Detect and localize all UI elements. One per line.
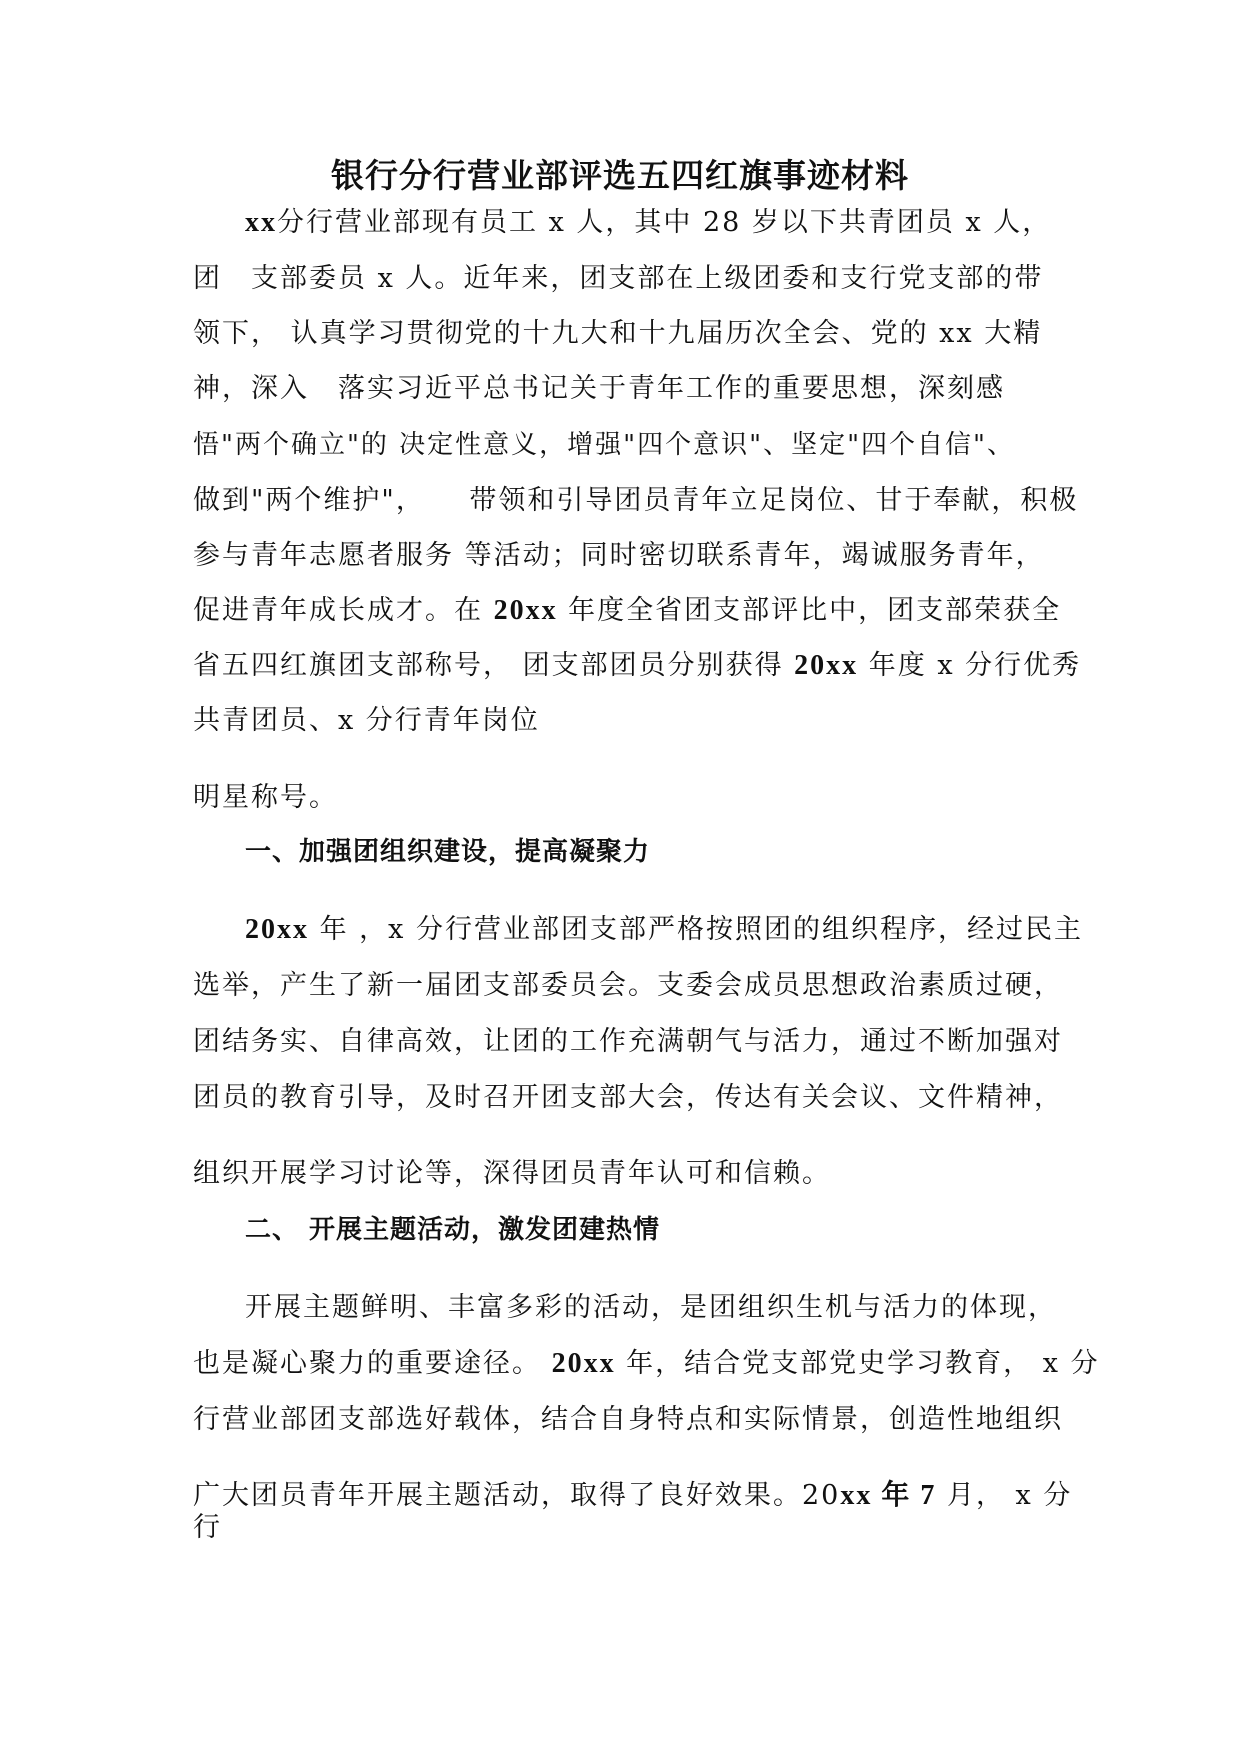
section-1-line-4: 团员的教育引导，及时召开团支部大会，传达有关会议、文件精神， bbox=[193, 1082, 1063, 1113]
section-1-line-2: 选举，产生了新一届团支部委员会。支委会成员思想政治素质过硬， bbox=[193, 970, 1063, 1001]
text-bold: xx bbox=[245, 207, 277, 238]
text: 年度全省团支部评比中，团支部荣获全 bbox=[557, 595, 1062, 626]
text: 分行营业部现有员工 x 人，其中 28 岁以下共青团员 x 人， bbox=[277, 207, 1052, 238]
section-1-line-5: 组织开展学习讨论等，深得团员青年认可和信赖。 bbox=[193, 1158, 831, 1189]
document-title: 银行分行营业部评选五四红旗事迹材料 bbox=[331, 156, 909, 195]
section-2-line-1: 开展主题鲜明、丰富多彩的活动，是团组织生机与活力的体现， bbox=[245, 1292, 1057, 1323]
intro-line-7: 参与青年志愿者服务 等活动；同时密切联系青年，竭诚服务青年， bbox=[193, 540, 1045, 571]
text-bold: 20xx bbox=[551, 1348, 616, 1379]
text-bold: 20xx bbox=[493, 595, 558, 626]
text: 年度 x 分行优秀 bbox=[858, 650, 1082, 681]
intro-line-6: 做到"两个维护"， 带领和引导团员青年立足岗位、甘于奉献，积极 bbox=[193, 485, 1079, 516]
section-1-line-3: 团结务实、自律高效，让团的工作充满朝气与活力，通过不断加强对 bbox=[193, 1026, 1063, 1057]
intro-line-8 bbox=[193, 593, 1073, 629]
section-2-line-5: 行 bbox=[193, 1512, 222, 1543]
text: 广大团员青年开展主题活动，取得了良好效果。20 bbox=[193, 1480, 841, 1511]
text: 也是凝心聚力的重要途径。 bbox=[193, 1348, 552, 1379]
intro-line-4: 神，深入 落实习近平总书记关于青年工作的重要思想，深刻感 bbox=[193, 373, 1005, 404]
text-bold: xx 年 7 bbox=[840, 1480, 937, 1511]
text: 月， x 分 bbox=[936, 1480, 1073, 1511]
section-2-line-4 bbox=[193, 1478, 1073, 1514]
text: 年，结合党支部党史学习教育， x 分 bbox=[615, 1348, 1100, 1379]
intro-line-11: 明星称号。 bbox=[193, 782, 338, 813]
intro-line-10: 共青团员、x 分行青年岗位 bbox=[193, 705, 540, 736]
section-1-heading: 一、加强团组织建设，提高凝聚力 bbox=[245, 837, 651, 867]
section-2-line-2 bbox=[193, 1346, 1100, 1382]
text-bold: 20xx bbox=[245, 914, 309, 945]
intro-line-9 bbox=[193, 648, 1082, 684]
intro-line-3: 领下， 认真学习贯彻党的十九大和十九届历次全会、党的 xx 大精 bbox=[193, 318, 1043, 349]
intro-line-5: 悟"两个确立"的 决定性意义，增强"四个意识"、坚定"四个自信"、 bbox=[193, 430, 1016, 460]
section-2-heading: 二、 开展主题活动，激发团建热情 bbox=[245, 1215, 661, 1245]
text: 年 ，x 分行营业部团支部严格按照团的组织程序，经过民主 bbox=[309, 914, 1083, 945]
section-2-line-3: 行营业部团支部选好载体，结合自身特点和实际情景，创造性地组织 bbox=[193, 1404, 1063, 1435]
intro-line-1 bbox=[245, 205, 1125, 241]
text: 省五四红旗团支部称号， 团支部团员分别获得 bbox=[193, 650, 795, 681]
intro-line-2: 团 支部委员 x 人。近年来，团支部在上级团委和支行党支部的带 bbox=[193, 263, 1044, 294]
section-1-line-1 bbox=[245, 912, 1125, 948]
text: 促进青年成长成才。在 bbox=[193, 595, 494, 626]
text-bold: 20xx bbox=[794, 650, 859, 681]
